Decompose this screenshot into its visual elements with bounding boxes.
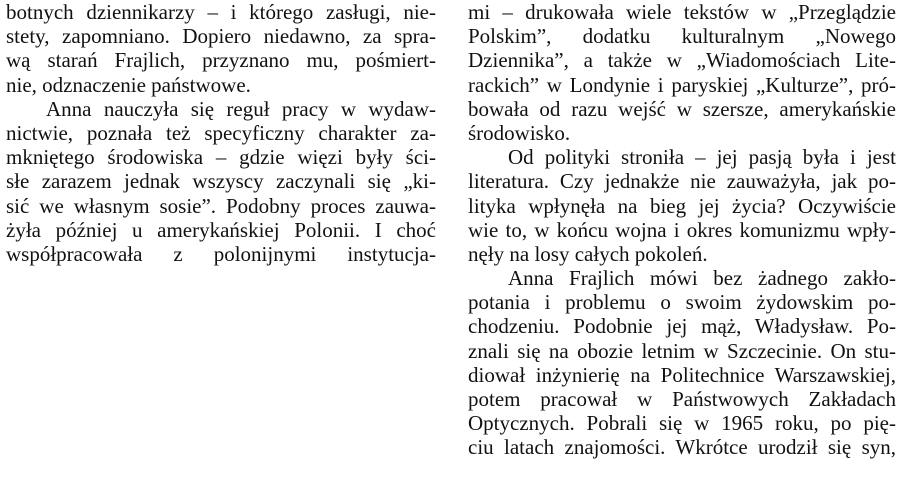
- text-line: żyła później u amerykańskiej Polonii. I choć: [6, 217, 436, 242]
- text-line: słe zarazem jednak wszyscy zaczynali się „ki-: [6, 169, 436, 194]
- right-text-column: [468, 0, 896, 460]
- text-line: potania i problemu o swoim żydowskim po-: [468, 290, 896, 315]
- text-line: literatura. Czy jednakże nie zauważyła, jak po-: [468, 169, 896, 194]
- text-line: lityka wpłynęła na bieg jej życia? Oczywiście: [468, 193, 896, 218]
- text-line: Polskim”, dodatku kulturalnym „Nowego: [468, 24, 896, 49]
- text-line: diował inżynierię na Politechnice Warszawskiej,: [468, 362, 896, 387]
- text-line: Optycznych. Pobrali się w 1965 roku, po pię-: [468, 411, 896, 436]
- text-line: potem pracował w Państwowych Zakładach: [468, 387, 896, 411]
- text-line: nie, odznaczenie państwowe.: [6, 72, 251, 97]
- text-line: Anna Frajlich mówi bez żadnego zakło-: [508, 266, 896, 291]
- text-line: Anna nauczyła się reguł pracy w wydaw-: [46, 96, 436, 121]
- text-line: Od polityki stroniła – jej pasją była i jest: [508, 145, 896, 170]
- text-line: wie to, w końcu wojna i okres komunizmu wpły-: [468, 217, 896, 242]
- text-line: stety, zapomniano. Dopiero niedawno, za spra-: [6, 24, 436, 49]
- left-text-column: [6, 0, 436, 266]
- text-line: ciu latach znajomości. Wkrótce urodził się syn,: [468, 435, 896, 460]
- text-line: nęły na losy całych pokoleń.: [468, 241, 708, 266]
- text-line: chodzeniu. Podobnie jej mąż, Władysław. Po-: [468, 314, 896, 339]
- text-line: współpracowała z polonijnymi instytucja-: [6, 241, 436, 266]
- text-line: mi – drukowała wiele tekstów w „Przeglądzie: [468, 0, 896, 24]
- text-line: botnych dziennikarzy – i którego zasługi, nie-: [6, 0, 436, 24]
- text-line: nictwie, poznała też specyficzny charakter za-: [6, 120, 436, 145]
- text-line: sić we własnym sosie”. Podobny proces zauwa-: [6, 193, 436, 218]
- text-line: mkniętego środowiska – gdzie więzi były ści-: [6, 145, 436, 170]
- text-line: Dziennika”, a także w „Wiadomościach Lite-: [468, 48, 896, 73]
- text-line: rackich” w Londynie i paryskiej „Kulturze”, pró-: [468, 72, 896, 97]
- text-line: znali się na obozie letnim w Szczecinie. On stu-: [468, 338, 896, 363]
- text-line: bowała od razu wejść w szersze, amerykańskie: [468, 96, 896, 121]
- text-line: środowisko.: [468, 120, 571, 145]
- text-line: wą starań Frajlich, przyznano mu, pośmiert-: [6, 48, 436, 73]
